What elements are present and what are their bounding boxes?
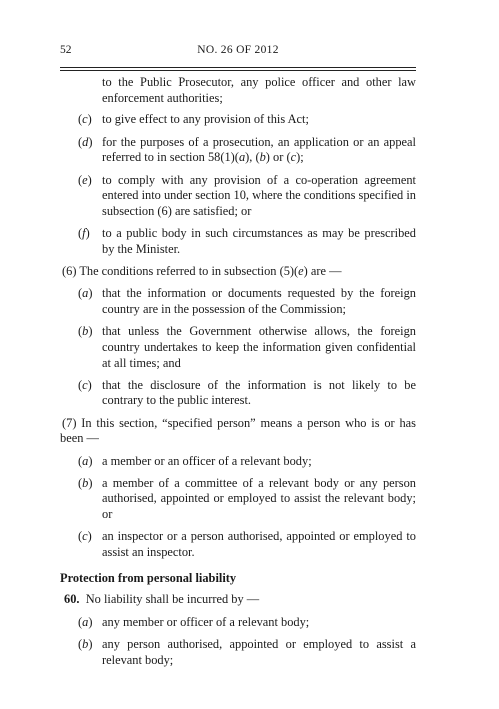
item-text: a member of a committee of a relevant body or any person authorised, appointed or employed to assist the relevant body; or [102, 475, 416, 522]
item-label: e [82, 172, 88, 187]
item-label: b [82, 475, 89, 490]
item-label: c [82, 377, 88, 392]
item-label: f [82, 226, 86, 241]
list-item-6c: (c) that the disclosure of the information is not likely to be contrary to the public interest. [78, 377, 416, 408]
item-text: to comply with any provision of a co-operation agreement entered into under section 10, where the conditions specified in subsection (6) are satisfied; or [102, 172, 416, 218]
header-rule-bottom [60, 70, 416, 71]
item-text: that the information or documents requested by the foreign country are in the possession of the Commission; [102, 286, 416, 316]
continuation-text: to the Public Prosecutor, any police officer and other law enforcement authorities; [102, 75, 416, 105]
item-label: d [82, 134, 89, 149]
item-text: that unless the Government otherwise allows, the foreign country undertakes to keep the information given confidential at all times; and [102, 324, 416, 370]
page-header [60, 44, 416, 60]
item-text: to give effect to any provision of this Act; [102, 112, 309, 127]
item-label: c [82, 112, 88, 127]
item-label: a [82, 453, 89, 468]
item-text: any person authorised, appointed or employed to assist a relevant body; [102, 636, 416, 667]
list-item-5e: (e) to comply with any provision of a co-operation agreement entered into under section 10, where the conditions specified in subsection (6) are satisfied; or [78, 172, 416, 218]
list-item-7a: (a) a member or an officer of a relevant body; [78, 453, 312, 468]
item-text: any member or officer of a relevant body; [102, 614, 310, 629]
section-60-intro: 60. No liability shall be incurred by — [64, 592, 260, 607]
act-title: NO. 26 OF 2012 [197, 44, 279, 56]
list-item-6a: (a) that the information or documents requested by the foreign country are in the possession of the Commission; [78, 286, 416, 316]
header-rule-top [60, 67, 416, 68]
list-item-5c: (c) to give effect to any provision of this Act; [78, 112, 309, 127]
item-text: a member or an officer of a relevant body; [102, 453, 312, 468]
item-label: a [82, 286, 89, 301]
subsection-7-intro: (7) In this section, “specified person” means a person who is or has been — [60, 415, 416, 446]
section-number: 60. [64, 592, 80, 607]
item-label: b [82, 636, 89, 651]
item-label: c [82, 529, 88, 544]
item-label: b [82, 324, 89, 339]
item-text: an inspector or a person authorised, appointed or employed to assist an inspector. [102, 529, 416, 560]
section-heading: Protection from personal liability [60, 570, 237, 585]
item-text: for the purposes of a prosecution, an application or an appeal referred to in section 58(1)(a), (b) or (c); [102, 134, 416, 165]
list-item-7c: (c) an inspector or a person authorised, appointed or employed to assist an inspector. [78, 529, 416, 560]
list-item-60b: (b) any person authorised, appointed or employed to assist a relevant body; [78, 636, 416, 667]
subsection-6-intro: (6) The conditions referred to in subsection (5)(e) are — [62, 264, 342, 279]
list-item-60a: (a) any member or officer of a relevant body; [78, 614, 310, 629]
item-text: to a public body in such circumstances as may be prescribed by the Minister. [102, 226, 416, 256]
list-item-7b: (b) a member of a committee of a relevant body or any person authorised, appointed or employed to assist the relevant body; or [78, 475, 416, 522]
page-number: 52 [60, 44, 72, 56]
item-label: a [82, 614, 89, 629]
list-item-5d: (d) for the purposes of a prosecution, an application or an appeal referred to in section 58(1)(a), (b) or (c); [78, 134, 416, 165]
item-text: that the disclosure of the information is not likely to be contrary to the public interest. [102, 377, 416, 408]
document-body [60, 75, 416, 675]
list-item-6b: (b) that unless the Government otherwise allows, the foreign country undertakes to keep the information given confidential at all times; and [78, 324, 416, 370]
list-item-5f: (f) to a public body in such circumstances as may be prescribed by the Minister. [78, 226, 416, 256]
